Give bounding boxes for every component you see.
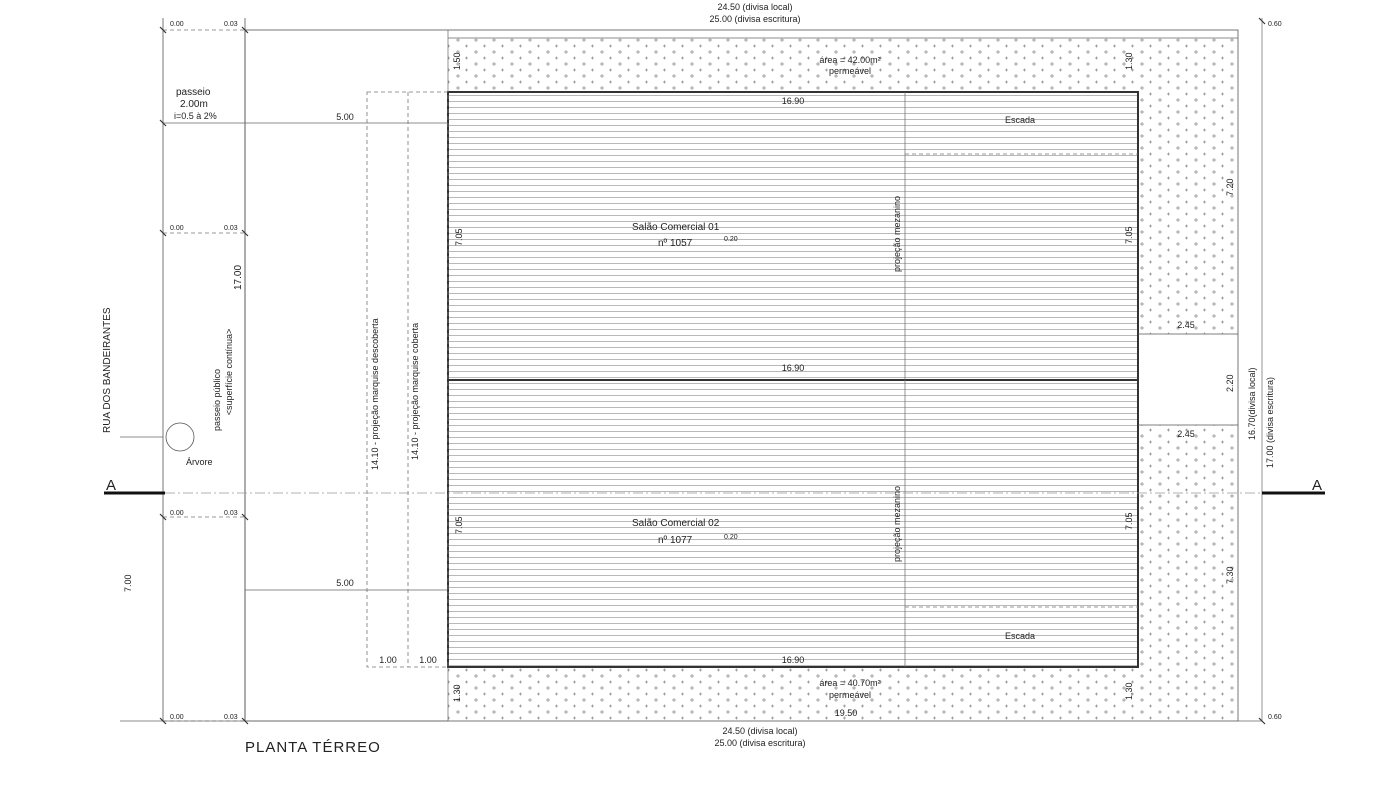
permeable-area-right-top (1138, 38, 1238, 334)
dim-7-05-b: 7.05 (1124, 226, 1134, 244)
level-0-03-c: 0.03 (224, 510, 238, 517)
permeable-area-right-bottom (1138, 425, 1238, 721)
level-0-03-b: 0.03 (224, 225, 238, 232)
sidewalk-slope: i=0.5 à 2% (174, 111, 217, 121)
level-0-00-b: 0.00 (170, 225, 184, 232)
level-0-03-a: 0.03 (224, 21, 238, 28)
bottom-dim-local: 24.50 (divisa local) (722, 726, 798, 736)
stairs-top: Escada (1004, 115, 1036, 125)
level-0-20-b: 0.20 (724, 534, 738, 541)
salon-02-name: Salão Comercial 02 (632, 518, 720, 529)
bottom-dim-escritura: 25.00 (divisa escritura) (714, 738, 806, 748)
dim-16-90-top: 16.90 (781, 96, 805, 106)
dim-16-90-bottom: 16.90 (781, 655, 805, 665)
stairs-bottom: Escada (1004, 631, 1036, 641)
level-0-20-a: 0.20 (724, 236, 738, 243)
salon-01-number: nº 1057 (658, 238, 693, 249)
dim-7-05-c: 7.05 (454, 516, 464, 534)
right-dim-escritura: 17.00 (divisa escritura) (1265, 376, 1275, 468)
salon-02-number: nº 1077 (658, 535, 693, 546)
level-0-60-b: 0.60 (1268, 714, 1282, 721)
dim-7-20: 7.20 (1225, 178, 1235, 196)
dim-1-30-top: 1.30 (1124, 52, 1134, 70)
salon-02-area (448, 380, 1138, 667)
dim-1-00-a: 1.00 (379, 655, 397, 665)
dim-7-30: 7.30 (1225, 566, 1235, 584)
permeable-bottom-label: permeável (828, 690, 872, 700)
permeable-bottom-area: área = 40.70m² (819, 678, 881, 688)
permeable-area-top (448, 38, 1138, 92)
dim-1-30-bl: 1.30 (452, 684, 462, 702)
dim-5-00-top: 5.00 (336, 112, 354, 122)
right-dim-local: 16.70(divisa local) (1247, 367, 1257, 440)
dim-2-45-bottom: 2.45 (1177, 429, 1195, 439)
sidewalk-label: passeio (176, 87, 211, 98)
permeable-top-label: permeável (828, 66, 872, 76)
marquee-covered-label: 14.10 - projeção marquise coberta (410, 322, 420, 460)
drawing-title: PLANTA TÉRREO (245, 739, 381, 756)
tree-label: Árvore (186, 457, 213, 467)
dim-5-00-bottom: 5.00 (336, 578, 354, 588)
sidewalk-surface: <superfície contínua> (224, 328, 234, 416)
level-0-60-a: 0.60 (1268, 21, 1282, 28)
dim-2-20: 2.20 (1225, 374, 1235, 392)
dim-7-05-a: 7.05 (454, 228, 464, 246)
dim-17-00: 17.00 (233, 264, 244, 290)
salon-01-area (448, 92, 1138, 380)
public-sidewalk: passeio público (212, 368, 222, 432)
dim-7-05-d: 7.05 (1124, 512, 1134, 530)
dim-2-45-top: 2.45 (1177, 320, 1195, 330)
level-0-00-c: 0.00 (170, 510, 184, 517)
salon-01-name: Salão Comercial 01 (632, 222, 720, 233)
dim-1-50: 1.50 (452, 52, 462, 70)
section-mark-left: A (106, 477, 117, 494)
permeable-top-area: área = 42.00m² (819, 55, 881, 65)
dim-19-50: 19.50 (834, 708, 858, 718)
section-mark-right: A (1312, 477, 1323, 494)
dim-1-30-br: 1.30 (1124, 682, 1134, 700)
marquee-uncovered-label: 14.10 - projeção marquise descoberta (370, 318, 380, 470)
level-0-03-d: 0.03 (224, 714, 238, 721)
top-dim-local: 24.50 (divisa local) (717, 2, 793, 12)
level-0-00-a: 0.00 (170, 21, 184, 28)
top-dim-escritura: 25.00 (divisa escritura) (709, 14, 801, 24)
level-0-00-d: 0.00 (170, 714, 184, 721)
mezzanine-top: projeção mezanino (892, 195, 902, 272)
sidewalk-width: 2.00m (180, 99, 208, 110)
dim-7-00: 7.00 (123, 574, 133, 592)
dim-1-00-b: 1.00 (419, 655, 437, 665)
mezzanine-bottom: projeção mezanino (892, 485, 902, 562)
street-name: RUA DOS BANDEIRANTES (102, 307, 113, 433)
dim-16-90-middle: 16.90 (781, 363, 805, 373)
permeable-area-bottom (448, 667, 1138, 721)
tree-symbol (166, 423, 194, 451)
